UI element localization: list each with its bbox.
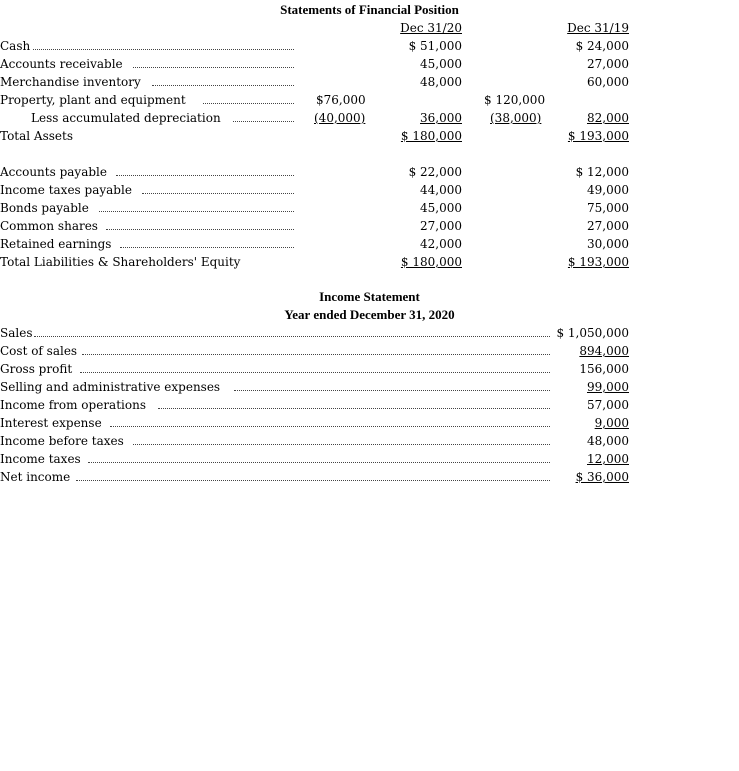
liability-value-2019: 75,000 xyxy=(587,201,629,215)
col-header-2019: Dec 31/19 xyxy=(567,21,629,35)
liability-value-2020: $ 22,000 xyxy=(408,165,462,179)
asset-label: Cash xyxy=(0,39,31,53)
accum-dep-2019: (38,000) xyxy=(490,111,542,125)
liability-row-ap xyxy=(0,163,739,181)
equity-label: Retained earnings xyxy=(0,237,112,251)
is-label: Interest expense xyxy=(0,416,102,430)
total-le-row xyxy=(0,253,739,271)
is-label: Income from operations xyxy=(0,398,146,412)
equity-row-shares xyxy=(0,217,739,235)
is-value: $ 36,000 xyxy=(575,470,629,484)
liability-value-2019: $ 12,000 xyxy=(575,165,629,179)
is-title: Income Statement xyxy=(319,289,420,304)
is-subtitle: Year ended December 31, 2020 xyxy=(284,307,455,322)
is-value: 894,000 xyxy=(579,344,629,358)
asset-label: Accounts receivable xyxy=(0,57,123,71)
is-label: Sales xyxy=(0,326,33,340)
asset-label: Merchandise inventory xyxy=(0,75,141,89)
asset-value-2019: $ 24,000 xyxy=(575,39,629,53)
total-le-label: Total Liabilities & Shareholders' Equity xyxy=(0,255,241,269)
sfp-title: Statements of Financial Position xyxy=(280,2,459,17)
is-label: Selling and administrative expenses xyxy=(0,380,221,394)
equity-value-2019: 30,000 xyxy=(587,237,629,251)
asset-row-inventory xyxy=(0,73,739,91)
total-assets-2020: $ 180,000 xyxy=(400,129,462,143)
equity-value-2019: 27,000 xyxy=(587,219,629,233)
col-header-2020: Dec 31/20 xyxy=(400,21,462,35)
equity-row-retained xyxy=(0,235,739,253)
ppe-net-2020: 36,000 xyxy=(420,111,462,125)
ppe-gross-2020: $76,000 xyxy=(316,93,366,107)
liability-value-2020: 45,000 xyxy=(420,201,462,215)
equity-value-2020: 27,000 xyxy=(420,219,462,233)
accum-dep-2020: (40,000) xyxy=(314,111,366,125)
is-value: $ 1,050,000 xyxy=(556,326,629,340)
is-value: 99,000 xyxy=(587,380,629,394)
is-value: 9,000 xyxy=(594,416,629,430)
liability-label: Bonds payable xyxy=(0,201,89,215)
asset-row-receivable xyxy=(0,55,739,73)
liability-label: Accounts payable xyxy=(0,165,107,179)
is-label: Gross profit xyxy=(0,362,73,376)
equity-value-2020: 42,000 xyxy=(420,237,462,251)
is-value: 12,000 xyxy=(587,452,629,466)
total-assets-label: Total Assets xyxy=(0,129,73,143)
asset-value-2019: 27,000 xyxy=(587,57,629,71)
is-value: 57,000 xyxy=(587,398,629,412)
is-label: Income taxes xyxy=(0,452,81,466)
asset-row-cash xyxy=(0,37,739,55)
is-row-net-income xyxy=(0,468,739,486)
is-label: Income before taxes xyxy=(0,434,124,448)
is-label: Cost of sales xyxy=(0,344,78,358)
is-value: 156,000 xyxy=(579,362,629,376)
liability-value-2020: 44,000 xyxy=(420,183,462,197)
asset-row-ppe xyxy=(0,91,739,109)
liability-value-2019: 49,000 xyxy=(587,183,629,197)
asset-label: Property, plant and equipment xyxy=(0,93,186,107)
ppe-gross-2019: $ 120,000 xyxy=(484,93,546,107)
asset-label: Less accumulated depreciation xyxy=(31,111,221,125)
ppe-net-2019: 82,000 xyxy=(587,111,629,125)
asset-value-2020: 48,000 xyxy=(420,75,462,89)
total-assets-2019: $ 193,000 xyxy=(567,129,629,143)
total-assets-row xyxy=(0,127,739,145)
asset-row-accum-dep xyxy=(0,109,739,127)
liability-label: Income taxes payable xyxy=(0,183,132,197)
asset-value-2019: 60,000 xyxy=(587,75,629,89)
total-le-2019: $ 193,000 xyxy=(567,255,629,269)
is-value: 48,000 xyxy=(587,434,629,448)
asset-value-2020: $ 51,000 xyxy=(408,39,462,53)
total-le-2020: $ 180,000 xyxy=(400,255,462,269)
is-label: Net income xyxy=(0,470,71,484)
equity-label: Common shares xyxy=(0,219,98,233)
asset-value-2020: 45,000 xyxy=(420,57,462,71)
